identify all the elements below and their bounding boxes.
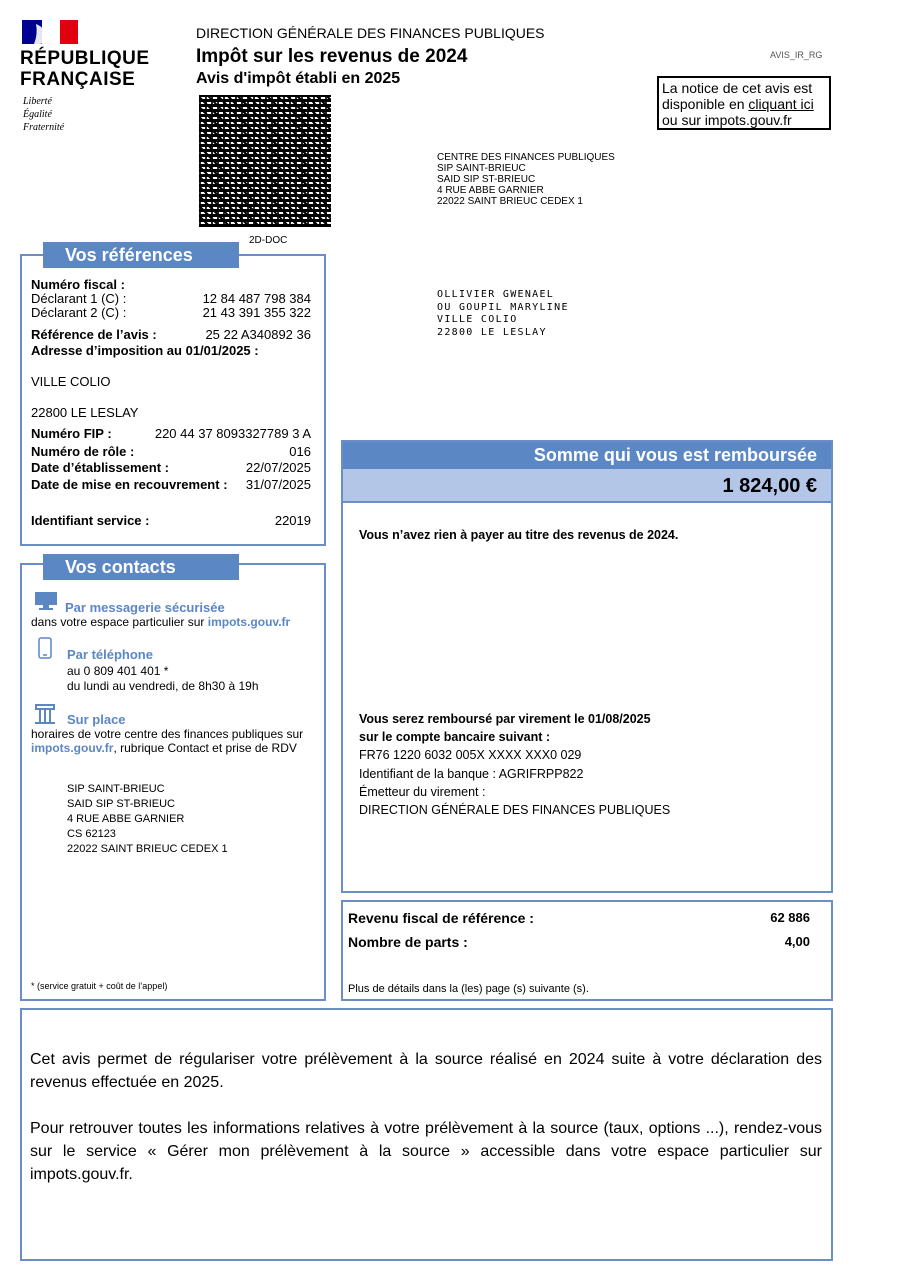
refund-header-label: Somme qui vous est remboursée [533,445,817,465]
rfr-row [348,910,810,928]
notice-link[interactable]: cliquant ici [748,96,814,112]
details-note: Plus de détails dans la (les) page (s) suivante (s). [348,983,589,995]
declarant1-label: Déclarant 1 (C) : [31,291,127,306]
date-etab-row [31,460,311,476]
contact-address [67,782,228,857]
virement-line1: Vous serez remboursé par virement le 01/08/2025 [359,712,651,726]
contact-address-line: 4 RUE ABBE GARNIER [67,813,185,825]
logo-motto-3: Fraternité [23,122,65,133]
rfr-label: Revenu fiscal de référence : [348,910,534,926]
telephone-hours: du lundi au vendredi, de 8h30 à 19h [67,679,259,693]
logo-line2: FRANÇAISE [20,69,136,90]
date-recouv-row [31,477,311,493]
centre-line: SIP SAINT-BRIEUC [437,163,526,174]
recipient-line: OU GOUPIL MARYLINE [437,301,569,313]
role-value: 016 [289,444,311,459]
info-paragraph-1: Cet avis permet de régulariser votre prélèvement à la source réalisé en 2024 suite à votre déclaration des revenus effectuée en 2025. [30,1051,822,1091]
refund-amount: 1 824,00 € [722,475,817,497]
declarant2-value: 21 43 391 355 322 [202,305,311,320]
parts-row [348,934,810,952]
notice-line1: La notice de cet avis est [662,80,813,96]
contact-address-line: SAID SIP ST-BRIEUC [67,798,175,810]
declarant2-row [31,305,311,321]
fip-label: Numéro FIP : [31,426,112,441]
service-label: Identifiant service : [31,513,150,528]
sur-place-link[interactable]: impots.gouv.fr [31,741,114,755]
centre-line: 22022 SAINT BRIEUC CEDEX 1 [437,196,583,207]
phone-icon [38,637,52,659]
recipient-line: VILLE COLIO [437,314,518,325]
parts-label: Nombre de parts : [348,934,468,950]
contact-address-line: 22022 SAINT BRIEUC CEDEX 1 [67,843,228,855]
logo-line1: RÉPUBLIQUE [20,48,150,69]
contact-footnote: * (service gratuit + coût de l’appel) [31,981,168,991]
iban: FR76 1220 6032 005X XXXX XXX0 029 [359,748,582,762]
info-paragraph-2: Pour retrouver toutes les informations relatives à votre prélèvement à la source (taux, options ...), rendez-vous sur le service « Gérer mon prélèvement à la source » accessible dans votre espace particulier sur impots.gouv.fr. [30,1120,822,1183]
logo-motto-2: Égalité [23,109,52,120]
adresse-label: Adresse d’imposition au 01/01/2025 : [31,343,259,358]
document-code: AVIS_IR_RG [770,50,823,60]
telephone-number: au 0 809 401 401 * [67,664,169,678]
date-recouv-label: Date de mise en recouvrement : [31,477,228,492]
centre-line: CENTRE DES FINANCES PUBLIQUES [437,152,615,163]
recipient-address [437,289,569,339]
refund-header [343,442,831,469]
refund-panel [341,440,833,893]
virement-line2: sur le compte bancaire suivant : [359,730,551,744]
service-row [31,513,311,529]
declarant1-value: 12 84 487 798 384 [202,291,311,306]
messagerie-link[interactable]: impots.gouv.fr [207,615,291,629]
adresse-line2: 22800 LE LESLAY [31,405,139,420]
declarant2-label: Déclarant 2 (C) : [31,305,127,320]
date-etab-label: Date d’établissement : [31,460,169,475]
sur-place-text2 [31,741,297,755]
parts-value: 4,00 [784,934,810,949]
telephone-heading: Par téléphone [67,647,153,662]
barcode-label: 2D-DOC [249,235,288,246]
sur-place-text1: horaires de votre centre des finances publiques sur [31,727,304,741]
adresse-line1: VILLE COLIO [31,374,111,389]
service-value: 22019 [274,513,311,528]
messagerie-text-label: dans votre espace particulier sur [31,615,208,629]
marianne-flag-icon [22,20,78,46]
centre-line: SAID SIP ST-BRIEUC [437,174,536,185]
fip-row [31,426,311,442]
recipient-line: OLLIVIER GWENAEL [437,289,555,300]
date-recouv-value: 31/07/2025 [245,477,311,492]
messagerie-text [31,615,290,629]
contact-address-line: CS 62123 [67,828,116,840]
messagerie-heading: Par messagerie sécurisée [65,600,225,615]
notice-line2-text: disponible en [662,96,749,112]
centre-line: 4 RUE ABBE GARNIER [437,185,544,196]
contact-address-line: SIP SAINT-BRIEUC [67,783,165,795]
emetteur-label: Émetteur du virement : [359,785,486,799]
page-subtitle: Avis d'impôt établi en 2025 [196,70,401,87]
notice-line3: ou sur impots.gouv.fr [662,112,792,128]
2d-doc-barcode [199,95,331,227]
sur-place-heading: Sur place [67,712,126,727]
recipient-line: 22800 LE LESLAY [437,326,547,338]
logo-motto-1: Liberté [23,96,52,107]
republique-francaise-logo [20,18,155,138]
ref-avis-value: 25 22 A340892 36 [205,327,311,342]
computer-icon [34,591,58,611]
building-icon [34,703,56,725]
notice-line2 [662,96,826,112]
rfr-value: 62 886 [770,910,810,925]
notice-box [657,76,831,130]
page-title: Impôt sur les revenus de 2024 [196,46,468,67]
ref-avis-row [31,327,311,343]
sur-place-text2-label: , rubrique Contact et prise de RDV [113,741,297,755]
role-row [31,444,311,460]
ref-avis-label: Référence de l’avis : [31,327,157,342]
role-label: Numéro de rôle : [31,444,135,459]
date-etab-value: 22/07/2025 [245,460,311,475]
fip-value: 220 44 37 8093327789 3 A [154,426,311,441]
references-title: Vos références [43,242,239,268]
direction-label: DIRECTION GÉNÉRALE DES FINANCES PUBLIQUES [196,25,545,41]
emetteur-value: DIRECTION GÉNÉRALE DES FINANCES PUBLIQUES [359,803,671,817]
numero-fiscal-label: Numéro fiscal : [31,277,125,292]
centre-address [437,152,615,207]
bank-id: Identifiant de la banque : AGRIFRPP822 [359,767,584,781]
contacts-title: Vos contacts [43,554,239,580]
refund-amount-bar [343,469,831,503]
nothing-to-pay: Vous n’avez rien à payer au titre des revenus de 2024. [359,528,679,542]
